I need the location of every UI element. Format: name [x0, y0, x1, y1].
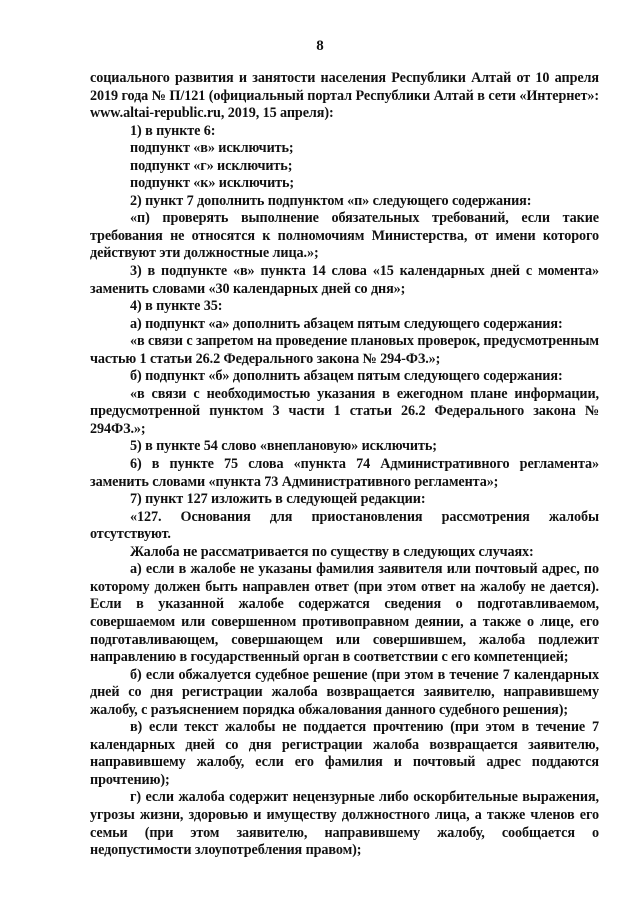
paragraph-4: подпункт «г» исключить; — [130, 157, 293, 174]
paragraph-13: «в связи с необходимостью указания в ежегодном плане информации, предусмотренной пунктом 3 части 1 статьи 26.2 Федерального закона № 294ФЗ.»; — [90, 385, 599, 437]
paragraph-5: подпункт «к» исключить; — [130, 175, 295, 192]
paragraph-11: «в связи с запретом на проведение плановых проверок, предусмотренным частью 1 статьи 26.2 Федерального закона № 294-ФЗ.»; — [90, 333, 599, 367]
paragraph-21: в) если текст жалобы не поддается прочтению (при этом в течение 7 календарных дней со дня регистрации жалоба возвращается заявителю, направившему жалобу, если его фамилия и почтовый адрес поддаются прочтению); — [90, 719, 599, 788]
paragraph-1: социального развития и занятости населения Республики Алтай от 10 апреля 2019 года № П/121 (официальный портал Республики Алтай в сети «Интернет»: www.altai-republic.ru, 2019, 15 апреля): — [90, 70, 599, 122]
paragraph-15: 6) в пункте 75 слова «пункта 74 Административного регламента» заменить словами «пункта 73 Административного регламента»; — [90, 456, 599, 490]
paragraph-20: б) если обжалуется судебное решение (при этом в течение 7 календарных дней со дня регистрации жалоба возвращается заявителю, направившему жалобу, с разъяснением порядка обжалования данного судебного решения); — [90, 666, 599, 718]
paragraph-18: Жалоба не рассматривается по существу в следующих случаях: — [130, 543, 534, 560]
paragraph-19: а) если в жалобе не указаны фамилия заявителя или почтовый адрес, по которому должен быть направлен ответ (при этом ответ на жалобу не дается). Если в указанной жалобе содержатся сведения о подготавливаемом, совершаемом или совершенном противоправном деянии, а также о лице, его подготавливающем, совершающем или совершившем, жалоба подлежит направлению в государственный орган в соответствии с его компетенцией; — [90, 561, 599, 666]
paragraph-14: 5) в пункте 54 слово «внеплановую» исключить; — [130, 438, 437, 455]
paragraph-12: б) подпункт «б» дополнить абзацем пятым следующего содержания: — [130, 368, 563, 385]
paragraph-17: «127. Основания для приостановления рассмотрения жалобы отсутствуют. — [90, 508, 599, 543]
paragraph-2: 1) в пункте 6: — [130, 122, 216, 139]
paragraph-8: 3) в подпункте «в» пункта 14 слова «15 календарных дней с момента» заменить словами «30 календарных дней со дня»; — [90, 263, 599, 297]
paragraph-10: а) подпункт «а» дополнить абзацем пятым следующего содержания: — [130, 315, 563, 332]
paragraph-7: «п) проверять выполнение обязательных требований, если такие требования не относятся к полномочиям Министерства, от имени которого действуют эти должностные лица.»; — [90, 210, 599, 262]
paragraph-16: 7) пункт 127 изложить в следующей редакции: — [130, 491, 426, 508]
paragraph-3: подпункт «в» исключить; — [130, 140, 294, 157]
paragraph-6: 2) пункт 7 дополнить подпунктом «п» следующего содержания: — [130, 192, 532, 209]
page-number: 8 — [316, 38, 324, 54]
paragraph-9: 4) в пункте 35: — [130, 298, 223, 315]
document-body — [90, 70, 599, 860]
paragraph-22: г) если жалоба содержит нецензурные либо оскорбительные выражения, угрозы жизни, здоровью и имуществу должностного лица, а также членов его семьи (при этом заявителю, направившему жалобу, сообщается о недопустимости злоупотребления правом); — [90, 789, 599, 859]
